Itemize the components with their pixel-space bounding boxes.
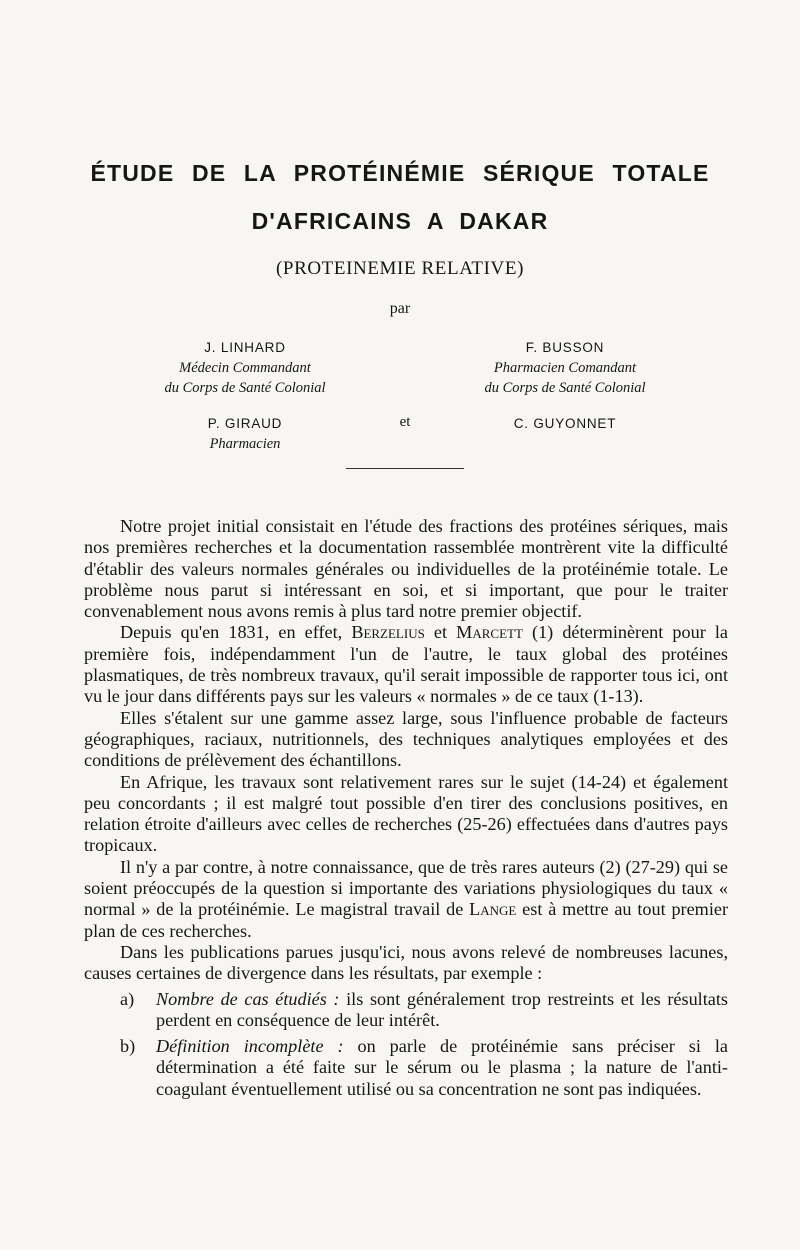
paragraph-2 bbox=[84, 622, 728, 707]
author-name: J. LINHARD bbox=[204, 340, 286, 355]
list-body: on parle de protéinémie sans préciser si la détermination a été faite sur le sérum ou le plasma ; la nature de l'anti-coagulant éventuellement utilisé ou sa concentration ne sont pas indiquées. bbox=[156, 1036, 728, 1099]
title-line-2: D'AFRICAINS A DAKAR bbox=[251, 208, 549, 234]
author-affiliation: du Corps de Santé Colonial bbox=[484, 380, 646, 396]
subtitle: (PROTEINEMIE RELATIVE) bbox=[275, 258, 525, 279]
author-name: C. GUYONNET bbox=[513, 416, 617, 431]
author-name: P. GIRAUD bbox=[207, 416, 283, 431]
paragraph-4: En Afrique, les travaux sont relativement rares sur le sujet (14-24) et également peu concordants ; il est malgré tout possible d'en tirer des conclusions positives, en relation étroite d'ailleurs avec celles de recherches (25-26) effectuées dans d'autres pays tropicaux. bbox=[84, 771, 728, 856]
author-linhard bbox=[120, 338, 370, 398]
author-giraud bbox=[140, 414, 350, 454]
text-run: Depuis qu'en 1831, en effet, bbox=[120, 622, 352, 643]
text-run: Il n'y a par contre, à notre connaissance, que de très rares auteurs (2) (27-29) qui se soient préoccupés de la question si importante des variations physiologiques du taux « normal » de la protéinémie. Le magistral travail de bbox=[84, 856, 728, 920]
list-label: b) bbox=[120, 1036, 136, 1057]
list-label: a) bbox=[120, 988, 135, 1009]
paragraph-6: Dans les publications parues jusqu'ici, nous avons relevé de nombreuses lacunes, causes certaines de divergence dans les résultats, par exemple : bbox=[84, 941, 728, 984]
author-conjunction: et bbox=[399, 414, 411, 430]
author-name: F. BUSSON bbox=[525, 340, 605, 355]
text-run: est à mettre au tout premier plan de ces recherches. bbox=[84, 899, 728, 941]
list-term: Nombre de cas étudiés : bbox=[156, 988, 340, 1009]
author-guyonnet bbox=[470, 414, 660, 434]
list-item-a bbox=[84, 989, 728, 1032]
list-term: Définition incomplète : bbox=[156, 1036, 344, 1057]
author-ref-marcett: Marcett bbox=[456, 622, 523, 643]
author-affiliation: du Corps de Santé Colonial bbox=[164, 380, 326, 396]
list-text bbox=[156, 989, 728, 1032]
list-body: ils sont généralement trop restreints et les résultats perdent en conséquence de leur intérêt. bbox=[156, 988, 728, 1030]
title-line-1: ÉTUDE DE LA PROTÉINÉMIE SÉRIQUE TOTALE bbox=[90, 160, 710, 186]
paragraph-1: Notre projet initial consistait en l'étude des fractions des protéines sériques, mais nos premières recherches et la documentation rassemblée montrèrent vite la difficulté d'établir des valeurs normales générales ou individuelles de la protéinémie totale. Le problème nous parut si intéressant en soi, et si important, que pour le traiter convenablement nous avons remis à plus tard notre premier objectif. bbox=[84, 516, 728, 622]
list-text bbox=[156, 1036, 728, 1100]
author-busson bbox=[445, 338, 685, 398]
by-line: par bbox=[389, 300, 411, 317]
author-role: Médecin Commandant bbox=[179, 360, 311, 376]
author-ref-berzelius: Berzelius bbox=[351, 622, 425, 643]
list-item-b bbox=[84, 1036, 728, 1100]
author-role: Pharmacien bbox=[209, 436, 281, 452]
separator-rule bbox=[346, 468, 464, 469]
text-run: et bbox=[424, 622, 457, 643]
paragraph-5 bbox=[84, 857, 728, 942]
text-run: (1) déterminèrent pour la première fois, indépendamment l'un de l'autre, le taux global des protéines plasmatiques, de très nombreux travaux, qu'il serait impossible de rapporter tous ici, ont vu le jour dans différents pays sur les valeurs « normales » de ce taux (1-13). bbox=[84, 622, 728, 707]
author-ref-lange: Lange bbox=[469, 899, 517, 920]
author-role: Pharmacien Comandant bbox=[493, 360, 637, 376]
paragraph-3: Elles s'étalent sur une gamme assez large, sous l'influence probable de facteurs géographiques, raciaux, nutritionnels, des techniques analytiques employées et des conditions de prélèvement des échantillons. bbox=[84, 707, 728, 771]
article-body bbox=[84, 516, 728, 1100]
